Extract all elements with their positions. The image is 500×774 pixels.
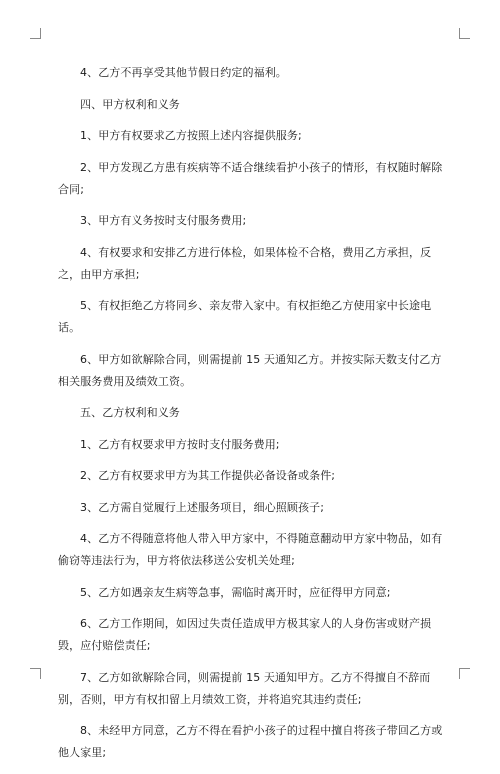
paragraph: 1、甲方有权要求乙方按照上述内容提供服务; — [80, 129, 302, 142]
paragraph: 6、乙方工作期间，如因过失责任造成甲方极其家人的人身伤害或财产损毁，应付赔偿责任; — [58, 617, 432, 652]
paragraph: 8、未经甲方同意，乙方不得在看护小孩子的过程中擅自将孩子带回乙方或他人家里; — [58, 724, 443, 759]
section-heading: 五、乙方权利和义务 — [80, 406, 180, 419]
corner-crop-mark-top-right — [459, 28, 470, 39]
paragraph: 2、甲方发现乙方患有疾病等不适合继续看护小孩子的情形，有权随时解除合同; — [58, 160, 443, 196]
corner-crop-mark-bottom-left — [30, 668, 41, 679]
paragraph: 6、甲方如欲解除合同，则需提前 15 天通知乙方。并按实际天数支付乙方相关服务费用及绩效工资。 — [58, 352, 442, 388]
paragraph: 4、乙方不得随意将他人带入甲方家中，不得随意翻动甲方家中物品，如有偷窃等违法行为，甲方将依法移送公安机关处理; — [58, 532, 443, 567]
paragraph: 4、乙方不再享受其他节假日约定的福利。 — [80, 66, 287, 79]
paragraph: 5、有权拒绝乙方将同乡、亲友带入家中。有权拒绝乙方使用家中长途电话。 — [58, 299, 432, 334]
corner-crop-mark-bottom-right — [459, 668, 470, 679]
paragraph: 3、甲方有义务按时支付服务费用; — [80, 214, 247, 227]
corner-crop-mark-top-left — [30, 28, 41, 39]
paragraph: 3、乙方需自觉履行上述服务项目，细心照顾孩子; — [80, 500, 325, 514]
paragraph: 7、乙方如欲解除合同，则需提前 15 天通知甲方。乙方不得擅自不辞而别，否则，甲方有权扣留上月绩效工资，并将追究其违约责任; — [58, 670, 431, 706]
paragraph: 4、有权要求和安排乙方进行体检，如果体检不合格，费用乙方承担，反之，由甲方承担; — [58, 245, 432, 281]
section-heading: 四、甲方权利和义务 — [80, 97, 180, 111]
paragraph: 2、乙方有权要求甲方为其工作提供必备设备或条件; — [80, 469, 336, 482]
paragraph: 1、乙方有权要求甲方按时支付服务费用; — [80, 437, 280, 451]
document-body — [58, 62, 446, 774]
paragraph: 5、乙方如遇亲友生病等急事，需临时离开时，应征得甲方同意; — [80, 585, 391, 599]
